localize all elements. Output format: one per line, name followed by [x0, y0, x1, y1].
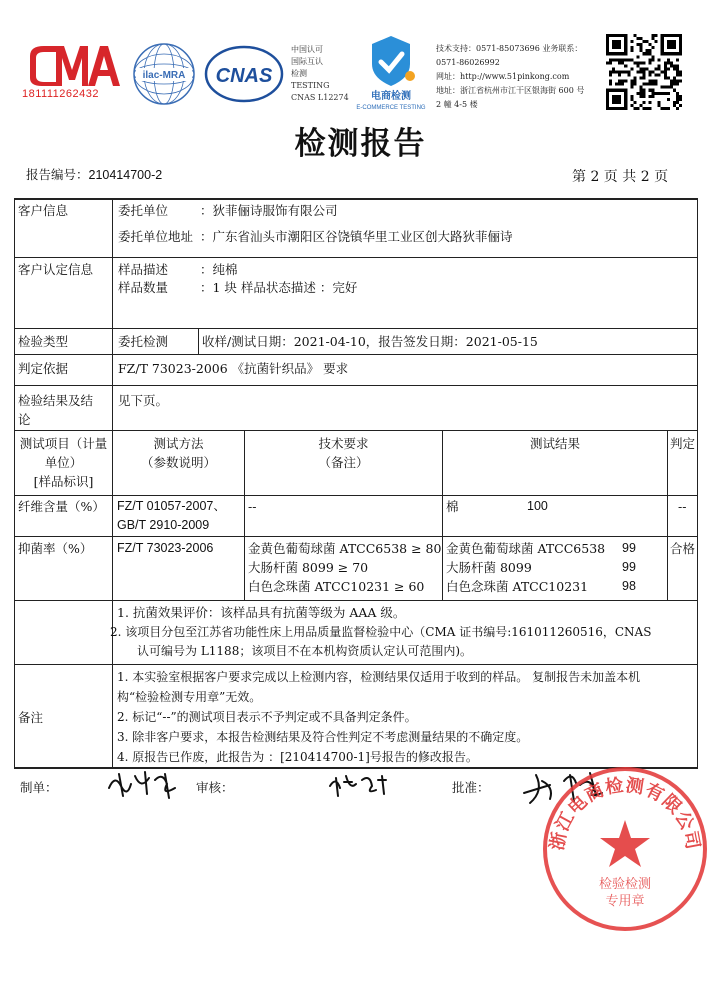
th-requirement	[245, 434, 442, 472]
rule	[667, 430, 668, 600]
mra-line: 国际互认	[291, 57, 323, 66]
ilac-text: ilac-MRA	[142, 70, 186, 81]
remark-line: 3. 除非客户要求，本报告检测结果及符合性判定不考虑测量结果的不确定度。	[117, 730, 529, 744]
mra-line: 中国认可	[291, 45, 323, 54]
fiber-item: 纤维含量（%）	[18, 499, 105, 514]
client-address-value: ：广东省汕头市潮阳区谷饶镇华里工业区创大路狄菲俪诗	[200, 229, 513, 244]
cnas-text: CNAS	[215, 65, 273, 87]
rule	[14, 536, 698, 537]
rule	[14, 385, 698, 386]
qr-code[interactable]	[606, 34, 682, 110]
ecommerce-en: E-COMMERCE TESTING	[356, 105, 426, 111]
inspection-type-label: 检验类型	[18, 334, 69, 349]
rule	[14, 328, 698, 329]
ilac-mra-logo	[132, 42, 196, 106]
antibacterial-method: FZ/T 73023-2006	[117, 541, 214, 555]
ecommerce-testing-logo	[350, 32, 432, 112]
contact-line: 地址：浙江省杭州市江干区银海街 600 号	[436, 86, 585, 95]
fiber-req: --	[248, 499, 257, 514]
antibacterial-result-values	[622, 539, 636, 596]
client-address-label: 委托单位地址	[118, 229, 194, 244]
th-req-line: 技术要求	[318, 436, 369, 451]
cma-text: CMA	[72, 102, 75, 103]
cma-number: 181111262432	[22, 88, 99, 100]
rule	[442, 430, 443, 600]
result-name: 白色念珠菌 ATCC10231	[446, 579, 589, 594]
th-item-line: 测试项目（计量	[19, 436, 108, 451]
page-number: 第 2 页 共 2 页	[572, 169, 669, 185]
fiber-judge: --	[678, 499, 687, 514]
rule	[14, 430, 698, 431]
rule	[14, 257, 698, 258]
sample-qty-value: ：1 块 样品状态描述 ：完好	[200, 280, 358, 295]
rule	[14, 600, 698, 601]
reviewer-signature	[326, 770, 396, 800]
basis-label: 判定依据	[18, 361, 69, 376]
antibacterial-result-names	[446, 539, 605, 596]
sample-qty-label: 样品数量	[118, 280, 169, 295]
th-method-line: （参数说明）	[140, 455, 216, 470]
official-seal-stamp	[540, 764, 710, 934]
evaluation-line: 认可编号为 L1188；该项目不在本机构资质认定认可范围内)。	[137, 644, 473, 658]
evaluation-line: 2. 该项目分包至江苏省功能性床上用品质量监督检验中心（CMA 证书编号:161011260516，CNAS	[110, 625, 652, 639]
remarks-block	[117, 667, 640, 767]
approver-label: 批准：	[452, 780, 490, 795]
remark-line: 1. 本实验室根据客户要求完成以上检测内容，检测结果仅适用于收到的样品。 复制报告未加盖本机	[117, 670, 641, 684]
reviewer-label: 审核：	[196, 780, 234, 795]
mra-line: TESTING	[291, 81, 330, 90]
rule	[198, 328, 199, 354]
ecommerce-cn: 电商检测	[371, 91, 411, 102]
cnas-logo	[204, 44, 284, 104]
result-name: 金黄色葡萄球菌 ATCC6538	[446, 541, 606, 556]
rule	[112, 198, 113, 768]
conclusion-value: 见下页。	[118, 393, 169, 408]
result-value: 98	[622, 579, 636, 593]
rule	[14, 354, 698, 355]
report-number: 报告编号：210414700-2	[26, 168, 163, 182]
contact-line: 0571-86026992	[436, 58, 500, 67]
antibacterial-item: 抑菌率（%）	[18, 541, 93, 556]
contact-block	[436, 42, 584, 112]
conclusion-label-cont: 论	[18, 412, 31, 427]
fiber-method-line: FZ/T 01057-2007、	[117, 499, 226, 513]
contact-line: 2 幢 4-5 楼	[436, 100, 478, 109]
remark-line: 构“检验检测专用章”无效。	[117, 690, 262, 704]
seal-inner-text: 检验检测	[598, 877, 652, 892]
req-line: 白色念珠菌 ATCC10231 ≥ 60	[248, 579, 425, 594]
th-item-line: 单位）	[44, 455, 83, 470]
rule	[14, 495, 698, 496]
fiber-result-name: 棉	[446, 499, 459, 514]
fiber-result-value: 100	[527, 499, 548, 513]
antibacterial-req	[248, 539, 441, 596]
result-name: 大肠杆菌 8099	[446, 560, 532, 575]
th-item-line: [样品标识]	[33, 474, 94, 489]
inspection-type-value: 委托检测	[118, 334, 169, 349]
fiber-method	[117, 497, 226, 535]
client-unit-label: 委托单位	[118, 203, 169, 218]
client-info-label: 客户信息	[18, 203, 69, 218]
th-item	[15, 434, 112, 491]
rule	[697, 198, 698, 768]
th-method-line: 测试方法	[153, 436, 204, 451]
maker-signature	[105, 766, 183, 802]
customer-confirm-label: 客户认定信息	[18, 262, 94, 277]
fiber-method-line: GB/T 2910-2009	[117, 518, 210, 532]
evaluation-line: 1. 抗菌效果评价：该样品具有抗菌等级为 AAA 级。	[117, 605, 406, 620]
th-method	[113, 434, 244, 472]
contact-line: 网址：http://www.51pinkong.com	[436, 72, 570, 81]
req-line: 金黄色葡萄球菌 ATCC6538 ≥ 80	[248, 541, 442, 556]
seal-ring-text: 浙江电商检测有限公司	[546, 774, 704, 853]
result-value: 99	[622, 560, 636, 574]
dates-value: 收样/测试日期：2021-04-10，报告签发日期：2021-05-15	[202, 334, 538, 349]
rule	[14, 198, 698, 200]
seal-inner-text: 专用章	[605, 894, 645, 909]
maker-label: 制单：	[20, 780, 58, 795]
mra-line: 检测	[291, 69, 307, 78]
result-value: 99	[622, 541, 636, 555]
client-unit-value: ：狄菲俪诗服饰有限公司	[200, 203, 338, 218]
remark-line: 2. 标记“--”的测试项目表示不予判定或不具备判定条件。	[117, 710, 417, 724]
remarks-label: 备注	[18, 710, 44, 725]
contact-line: 技术支持：0571-85073696 业务联系：	[436, 44, 583, 53]
sample-desc-value: ：纯棉	[200, 262, 238, 277]
th-judge: 判定	[669, 436, 695, 451]
mra-text-block	[291, 44, 349, 104]
req-line: 大肠杆菌 8099 ≥ 70	[248, 560, 369, 575]
antibacterial-judge: 合格	[670, 541, 696, 556]
remark-line: 4. 原报告已作废，此报告为 ：[210414700-1]号报告的修改报告。	[117, 750, 478, 764]
basis-value: FZ/T 73023-2006 《抗菌针织品》 要求	[118, 361, 349, 376]
th-req-line: （备注）	[318, 455, 369, 470]
conclusion-label: 检验结果及结	[18, 393, 94, 408]
page-title: 检测报告	[294, 126, 427, 162]
th-result: 测试结果	[529, 436, 580, 451]
sample-desc-label: 样品描述	[118, 262, 169, 277]
mra-line: CNAS L12274	[291, 93, 349, 102]
rule	[14, 664, 698, 665]
